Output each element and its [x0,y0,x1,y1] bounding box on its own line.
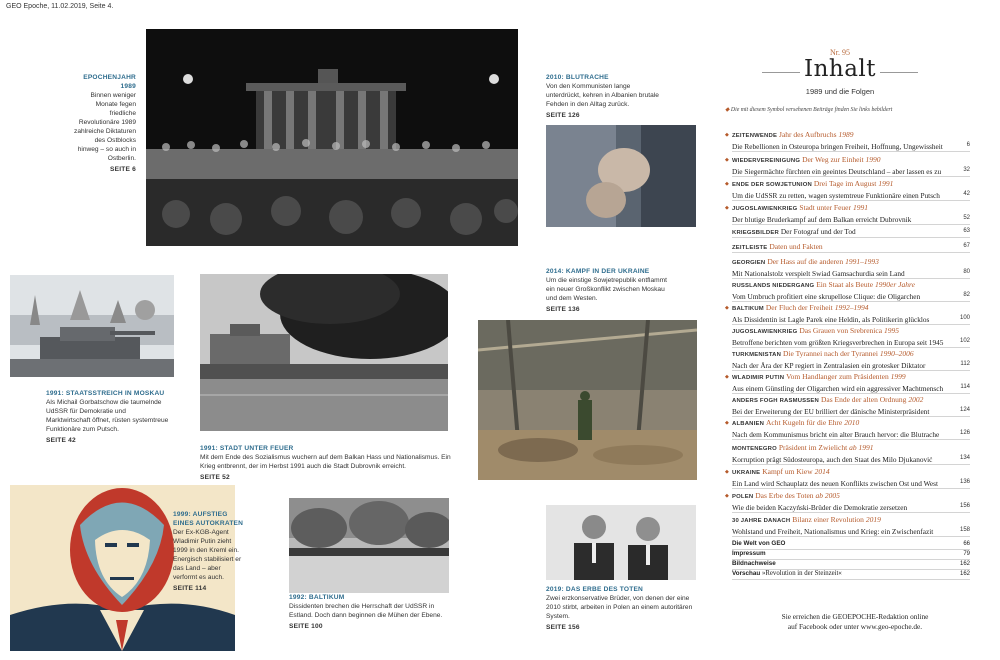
entry-text: Nach der Ära der KP regiert in Zentralasien ein grotesker Diktator [732,360,926,370]
entry-keyword: ALBANIEN [732,421,765,427]
entry-text: Betroffene berichten vom größten Kriegsverbrechen in Europa seit 1945 [732,337,944,347]
entry-page: 124 [959,406,970,413]
caption-title: 1991: STADT UNTER FEUER [200,445,294,452]
caption-text: Zwei erzkonservative Brüder, von denen der eine 2010 stirbt, arbeiten in Polen an einem autoritären System. [546,595,693,620]
entry-date: 1990er Jahre [875,280,915,289]
entry-date: 1989 [838,130,854,139]
entry-text: Aus einem Günstling der Oligarchen wird ein aggressiver Machtmensch [732,383,944,393]
caption-epochenjahr-1989 [72,73,136,174]
caption-page: SEITE 42 [46,437,76,444]
entry-title: Drei Tage im August [813,179,877,188]
entry-keyword: WIEDERVEREINIGUNG [732,158,801,164]
entry-page: 100 [959,314,970,321]
misc-page: 66 [963,541,970,547]
toc-entry[interactable] [732,395,970,417]
toc-entry[interactable] [725,130,970,152]
toc-entry-kriegsbilder[interactable] [732,227,970,238]
photo-baltic-chain [289,498,449,593]
toc-misc-vorschau[interactable] [732,570,970,580]
caption-erbe-2019 [546,585,701,632]
entry-title: Die Tyrannei nach der Tyrannei [783,349,878,358]
toc-note-text: Die mit diesem Symbol versehenen Beiträge finden Sie links bebildert [730,107,893,113]
toc-entry[interactable] [725,155,970,177]
toc-entry[interactable] [725,418,970,440]
entry-title: Der Hass auf die anderen [767,257,844,266]
entry-title: Vom Handlanger zum Präsidenten [786,372,889,381]
misc-page: 162 [959,571,970,577]
entry-date: 1990–2006 [879,349,914,358]
entry-page: 112 [960,360,970,367]
entry-text: Wohlstand und Freiheit, Nationalismus und Krieg: ein Zwischenfazit [732,526,934,536]
caption-text: Dissidenten brechen die Herrschaft der UdSSR in Estland. Doch dann beginnen die Mühen der Ebene. [289,603,443,619]
entry-title: Jahr des Aufbruchs [779,130,837,139]
marker-icon: ◆ [725,205,729,211]
entry-title: Der Fluch der Freiheit [765,303,833,312]
toc-entry[interactable] [732,257,970,279]
entry-text: Die Siegermächte fürchten ein geeintes Deutschland – aber lassen es zu [732,166,942,176]
photo-albania-hands [546,125,696,227]
entry-text: Der Fotograf und der Tod [780,227,856,236]
photo-moscow-tanks [10,275,174,377]
caption-title: 2014: KAMPF IN DER UKRAINE [546,268,650,275]
entry-title: Kampf um Kiew [762,467,813,476]
entry-text: Vom Umbruch profitiert eine skrupellose Clique: die Oligarchen [732,291,921,301]
entry-keyword: MONTENEGRO [732,446,777,452]
entry-text: Die Rebellionen in Osteuropa bringen Freiheit, Hoffnung, Ungewissheit [732,141,943,151]
entry-keyword: ZEITENWENDE [732,133,778,139]
entry-page: 114 [960,383,970,390]
toc-entry[interactable] [725,179,970,201]
entry-text: Wie die beiden Kaczyński-Brüder die Demokratie zersetzen [732,502,908,512]
toc-footer [755,612,955,632]
entry-keyword: WLADIMIR PUTIN [732,375,785,381]
caption-page: SEITE 6 [110,166,136,173]
entry-keyword: POLEN [732,494,754,500]
entry-page: 63 [963,227,970,234]
entry-date: 1991 [852,203,868,212]
entry-keyword: BALTIKUM [732,306,764,312]
toc-misc-welt[interactable] [732,540,970,550]
toc-entry[interactable] [732,515,970,537]
toc-entry-zeitleiste[interactable] [732,242,970,253]
photo-kaczynski-brothers [546,505,696,580]
entry-keyword: UKRAINE [732,470,761,476]
entry-text: Bei der Erweiterung der EU brilliert der dänische Ministerpräsident [732,406,930,416]
entry-title: Daten und Fakten [769,242,823,251]
caption-page: SEITE 52 [200,474,230,481]
vorschau-text: »Revolution in der Steinzeit« [761,570,842,577]
entry-keyword: RUSSLANDS NIEDERGANG [732,283,815,289]
entry-keyword: GEORGIEN [732,260,766,266]
toc-entry[interactable] [725,467,970,489]
entry-text: Mit Nationalstolz verspielt Swiad Gamsachurdia sein Land [732,268,905,278]
entry-keyword: KRIEGSBILDER [732,230,779,236]
caption-moskau-1991 [46,389,170,445]
entry-date: 1990 [865,155,881,164]
entry-keyword: 30 JAHRE DANACH [732,518,791,524]
entry-text: Um die UdSSR zu retten, wagen systemtreue Funktionäre einen Putsch [732,190,940,200]
page-header: GEO Epoche, 11.02.2019, Seite 4. [6,3,114,10]
entry-keyword: JUGOSLAWIENKRIEG [732,329,798,335]
toc-entry[interactable] [725,303,970,325]
title-rule-right [880,72,918,73]
caption-title: EPOCHENJAHR 1989 [83,74,136,90]
toc-entry[interactable] [732,280,970,302]
entry-title: Das Erbe des Toten [755,491,814,500]
entry-title: Der Weg zur Einheit [802,155,864,164]
caption-title: 1999: AUFSTIEG EINES AUTOKRATEN [173,511,244,527]
entry-date: 1992–1994 [834,303,869,312]
toc-entry[interactable] [732,326,970,348]
entry-keyword: JUGOSLAWIENKRIEG [732,206,798,212]
entry-page: 82 [963,291,970,298]
caption-text: Der Ex-KGB-Agent Wladimir Putin zieht 1999 in den Kreml ein. Energisch stabilisiert er das Land – aber verformt es auch. [173,529,242,581]
entry-page: 6 [966,141,970,148]
entry-date: 1999 [890,372,906,381]
marker-icon: ◆ [725,469,729,475]
marker-icon: ◆ [725,157,729,163]
marker-icon: ◆ [725,132,729,138]
entry-date: 1995 [883,326,899,335]
toc-title: Inhalt [803,56,877,82]
caption-dubrovnik-1991 [200,444,455,482]
entry-title: Bilanz einer Revolution [792,515,864,524]
caption-page: SEITE 114 [173,585,207,592]
photo-berlin-wall [146,29,518,246]
caption-title: 2010: BLUTRACHE [546,74,609,81]
entry-page: 126 [959,429,970,436]
toc-misc-impressum[interactable] [732,550,970,560]
entry-title: Ein Staat als Beute [816,280,874,289]
entry-date: ab 2005 [815,491,840,500]
entry-text: Ein Land wird Schauplatz des neuen Konflikts zwischen Ost und West [732,478,938,488]
photo-ukraine-soldier [478,320,697,480]
footer-line-2[interactable]: auf Facebook oder unter www.geo-epoche.de. [787,622,923,631]
caption-page: SEITE 136 [546,306,580,313]
entry-page: 136 [959,478,970,485]
entry-page: 42 [963,190,970,197]
entry-date: 2010 [844,418,860,427]
entry-title: Acht Kugeln für die Ehre [766,418,843,427]
caption-page: SEITE 126 [546,112,580,119]
photo-dubrovnik-fire [200,274,448,431]
toc-entry[interactable] [732,443,970,465]
entry-date: ab 1991 [849,443,874,452]
entry-text: Nach dem Kommunismus bricht ein alter Brauch hervor: die Blutrache [732,429,940,439]
issue-number: Nr. 95 [830,48,850,57]
caption-title: 1992: BALTIKUM [289,594,345,601]
caption-page: SEITE 156 [546,624,580,631]
entry-date: 1991–1993 [845,257,879,266]
entry-keyword: ENDE DER SOWJETUNION [732,182,812,188]
caption-putin-1999 [173,510,245,593]
entry-keyword: ZEITLEISTE [732,245,768,251]
entry-text: Der blutige Bruderkampf auf dem Balkan erreicht Dubrovnik [732,214,912,224]
misc-label: Die Welt von GEO [732,540,786,547]
caption-baltikum-1992 [289,593,454,631]
entry-page: 102 [959,337,970,344]
entry-title: Präsident im Zwielicht [778,443,848,452]
entry-keyword: ANDERS FOGH RASMUSSEN [732,398,820,404]
entry-page: 80 [963,268,970,275]
toc-note [725,107,892,113]
toc-entry[interactable] [725,491,970,513]
toc-misc-bildnachweise[interactable] [732,560,970,570]
caption-text: Binnen weniger Monate fegen friedliche Revolutionäre 1989 zahlreiche Diktaturen des Ostblocks hinweg – so auch in Ostberlin. [74,92,136,162]
caption-title: 1991: STAATSSTREICH IN MOSKAU [46,390,165,397]
marker-icon: ◆ [725,420,729,426]
misc-page: 79 [963,551,970,557]
entry-date: 2014 [814,467,830,476]
entry-page: 32 [963,166,970,173]
toc-entry[interactable] [725,372,970,394]
entry-page: 52 [963,214,970,221]
misc-label: Impressum [732,550,766,557]
entry-page: 67 [963,242,970,249]
caption-text: Mit dem Ende des Sozialismus wuchern auf dem Balkan Hass und Nationalismus. Ein Krieg entbrennt, der im Herbst 1991 auch die Stadt Dubrovnik erreicht. [200,454,451,470]
entry-title: Stadt unter Feuer [799,203,851,212]
entry-date: 2002 [908,395,924,404]
entry-keyword: TURKMENISTAN [732,352,782,358]
entry-date: 2019 [865,515,881,524]
entry-page: 134 [959,454,970,461]
entry-page: 156 [959,502,970,509]
misc-label: Bildnachweise [732,560,776,567]
entry-text: Korruption prägt Südosteuropa, auch den Staat des Milo Djukanović [732,454,933,464]
caption-text: Um die einstige Sowjetrepublik entflammt ein neuer Großkonflikt zwischen Moskau und dem Westen. [546,277,667,302]
misc-page: 162 [959,561,970,567]
caption-ukraine-2014 [546,267,674,314]
entry-text: Als Dissidentin ist Lagle Parek eine Heldin, als Politikerin glücklos [732,314,930,324]
marker-icon: ◆ [725,107,731,113]
footer-line-1: Sie erreichen die GEOEPOCHE-Redaktion online [781,612,929,621]
entry-date: 1991 [878,179,894,188]
caption-blutrache-2010 [546,73,664,120]
toc-subtitle: 1989 und die Folgen [805,87,875,96]
marker-icon: ◆ [725,305,729,311]
caption-title: 2019: DAS ERBE DES TOTEN [546,586,644,593]
entry-page: 158 [959,526,970,533]
misc-label: Vorschau [732,570,761,577]
toc-entry[interactable] [725,203,970,225]
marker-icon: ◆ [725,181,729,187]
toc-entry[interactable] [732,349,970,371]
caption-text: Als Michail Gorbatschow die taumelnde UdSSR für Demokratie und Marktwirtschaft öffnet, rüsten systemtreue Funktionäre zum Putsch. [46,399,169,433]
caption-page: SEITE 100 [289,623,323,630]
caption-text: Von den Kommunisten lange unterdrückt, kehren in Albanien brutale Fehden in den Alltag zurück. [546,83,659,108]
marker-icon: ◆ [725,493,729,499]
entry-title: Das Grauen von Srebrenica [799,326,883,335]
marker-icon: ◆ [725,374,729,380]
entry-title: Das Ende der alten Ordnung [820,395,907,404]
